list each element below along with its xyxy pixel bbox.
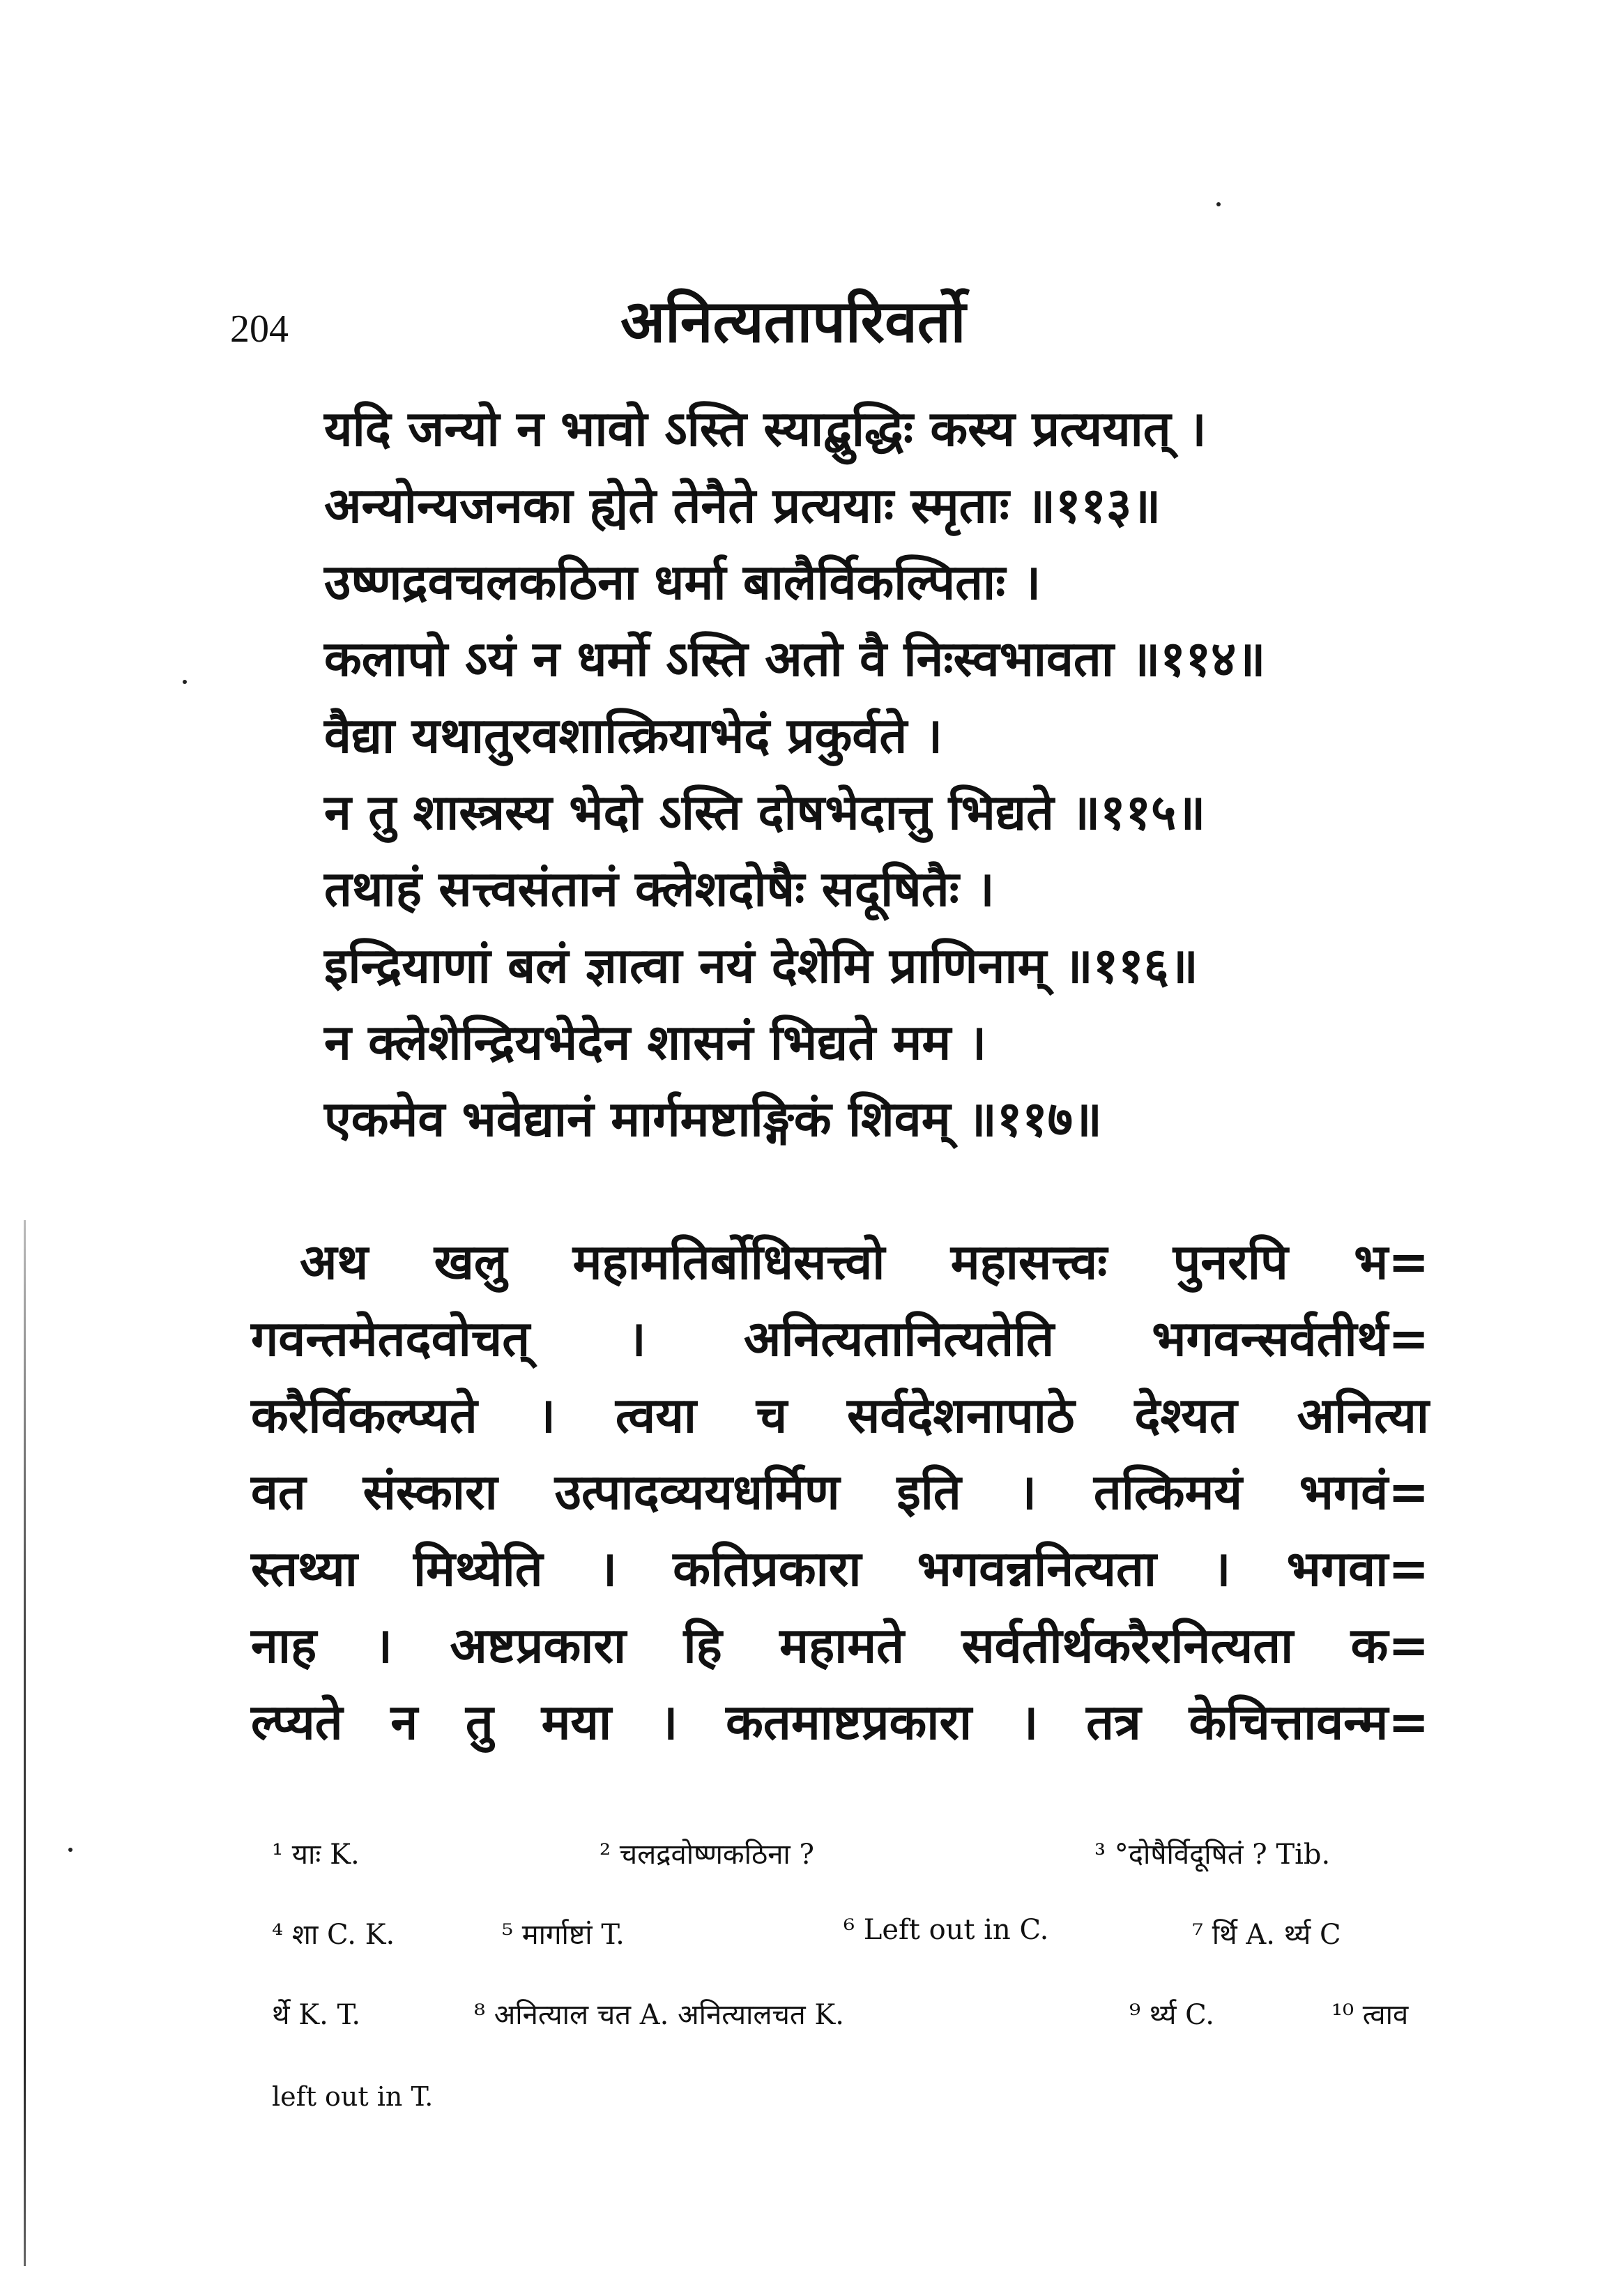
page-header	[230, 279, 1485, 356]
footnote: ⁹ र्थ्य C.	[1129, 1999, 1214, 2031]
scan-speck	[183, 680, 187, 684]
prose-line: करैर्विकल्प्यते । त्वया च सर्वदेशनापाठे देश्यत अनित्या	[251, 1387, 1429, 1444]
verse-line: तथाहं सत्त्वसंतानं क्लेशदोषैः सदूषितैः ।	[324, 860, 995, 918]
verse-line: कलापो ऽयं न धर्मो ऽस्ति अतो वै निःस्वभावता ॥११४॥	[324, 630, 1266, 687]
footnote: ¹⁰ त्वाव	[1331, 1999, 1409, 2031]
verse-line: इन्द्रियाणां बलं ज्ञात्वा नयं देशेमि प्राणिनाम् ॥११६॥	[324, 937, 1198, 994]
scan-edge-line	[24, 1220, 26, 2266]
verse-line: उष्णद्रवचलकठिना धर्मा बालैर्विकल्पिताः ।	[324, 554, 1041, 611]
prose-line: अथ खलु महामतिर्बोधिसत्त्वो महासत्त्वः पुनरपि भ=	[300, 1233, 1429, 1291]
footnote: ⁶ Left out in C.	[843, 1914, 1049, 1946]
footnote-row	[272, 1994, 1422, 2074]
verse-line: एकमेव भवेद्यानं मार्गमष्टाङ्गिकं शिवम् ॥११७॥	[324, 1090, 1102, 1148]
footnote: ³ °दोषैर्विदूषितं ? Tib.	[1094, 1839, 1331, 1871]
footnote: ² चलद्रवोष्णकठिना ?	[600, 1839, 814, 1871]
verse-line: न क्लेशेन्द्रियभेदेन शासनं भिद्यते मम ।	[324, 1014, 987, 1071]
footnote: ⁵ मार्गाष्टां T.	[502, 1919, 625, 1951]
footnote-continuation: left out in T.	[272, 2081, 434, 2112]
footnote: ¹ याः K.	[272, 1839, 360, 1871]
running-title: अनित्यतापरिवर्तो	[620, 287, 966, 356]
prose-paragraph	[251, 1224, 1429, 1761]
page-number: 204	[230, 307, 289, 351]
scan-speck	[68, 1848, 72, 1852]
footnote-row	[272, 1834, 1422, 1914]
footnote: ⁷ र्थि A. र्थ्य C	[1192, 1919, 1341, 1951]
scan-speck	[1216, 202, 1221, 206]
verse-line: यदि जन्यो न भावो ऽस्ति स्याद्बुद्धिः कस्य प्रत्ययात् ।	[324, 400, 1207, 457]
prose-line: गवन्तमेतदवोचत् । अनित्यतानित्यतेति भगवन्सर्वतीर्थ=	[251, 1310, 1429, 1367]
footnote: र्थे K. T.	[272, 1999, 361, 2031]
footnote: ⁴ शा C. K.	[272, 1919, 395, 1951]
prose-line: वत संस्कारा उत्पादव्ययधर्मिण इति । तत्किमयं भगवं=	[251, 1463, 1429, 1521]
footnote-row	[272, 1914, 1422, 1994]
prose-line: नाह । अष्टप्रकारा हि महामते सर्वतीर्थकरैरनित्यता क=	[251, 1617, 1429, 1674]
verse-block	[324, 390, 1509, 1157]
prose-line: ल्प्यते न तु मया । कतमाष्टप्रकारा । तत्र केचित्तावन्म=	[251, 1694, 1429, 1751]
verse-line: वैद्या यथातुरवशात्क्रियाभेदं प्रकुर्वते ।	[324, 707, 943, 764]
verse-line: न तु शास्त्रस्य भेदो ऽस्ति दोषभेदात्तु भिद्यते ॥११५॥	[324, 784, 1206, 841]
verse-line: अन्योन्यजनका ह्येते तेनैते प्रत्ययाः स्मृताः ॥११३॥	[324, 477, 1161, 534]
footnotes	[272, 1834, 1422, 2112]
prose-line: स्तथ्या मिथ्येति । कतिप्रकारा भगवन्ननित्यता । भगवा=	[251, 1540, 1429, 1597]
footnote: ⁸ अनित्याल चत A. अनित्यालचत K.	[474, 1999, 845, 2031]
